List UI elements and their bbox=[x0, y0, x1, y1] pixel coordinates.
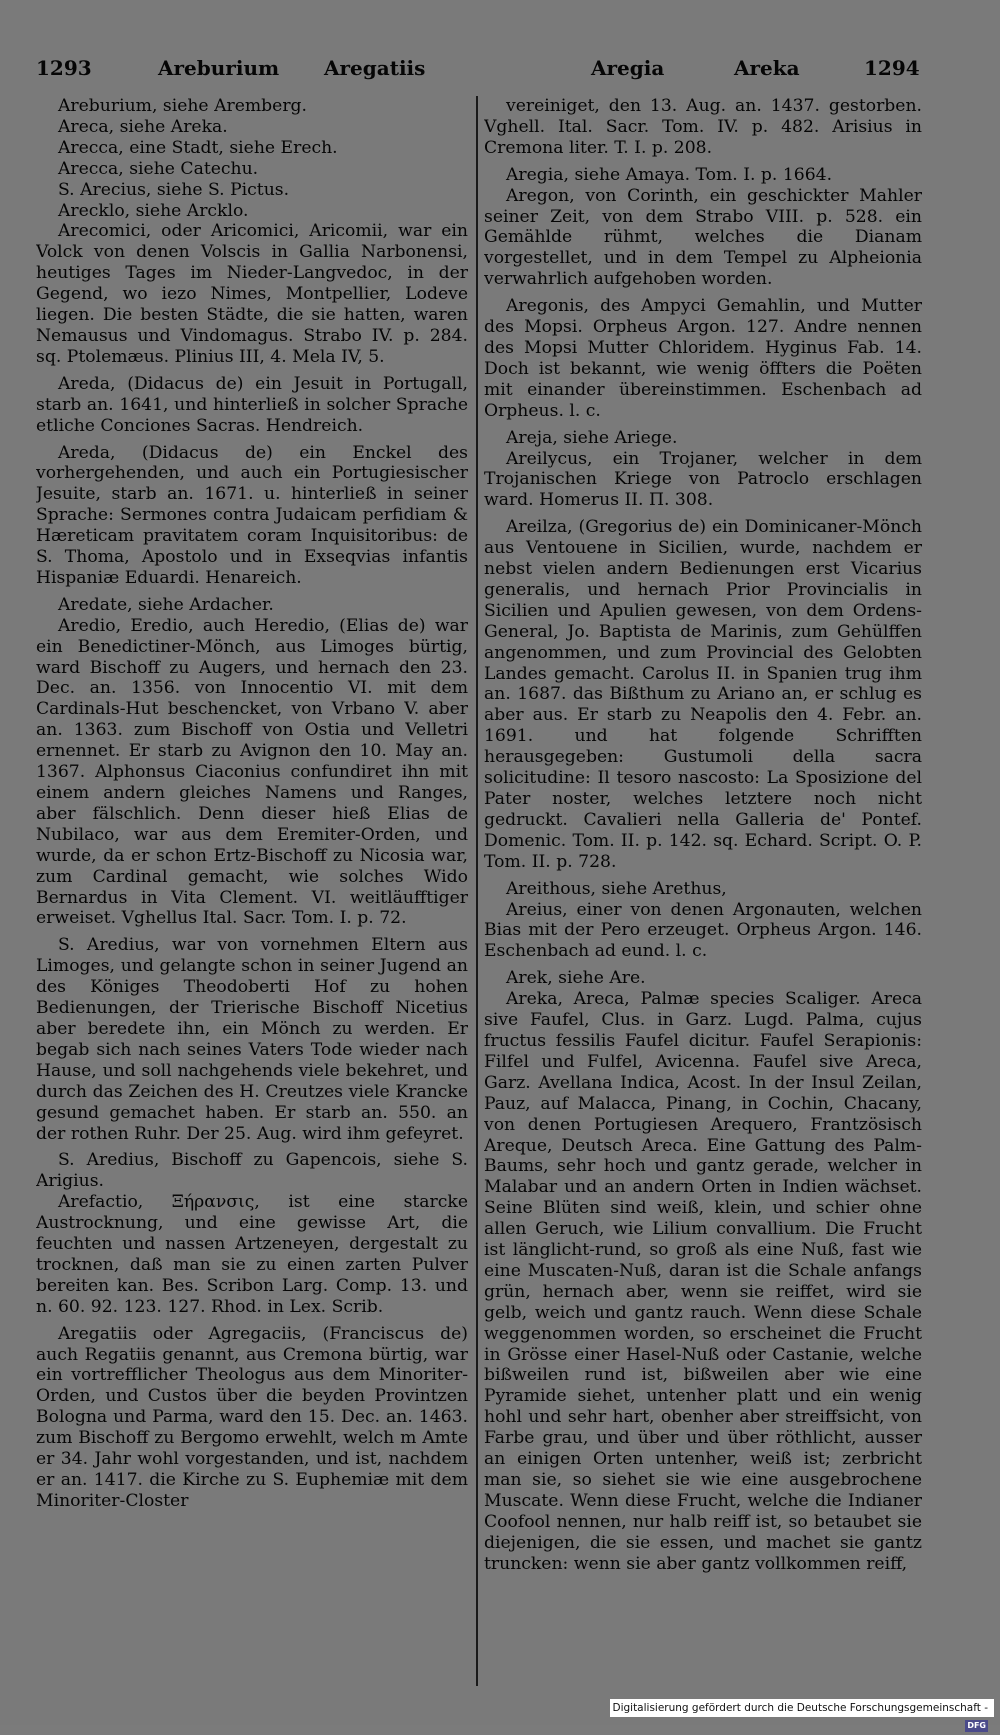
left-running-head-1: Areburium bbox=[158, 56, 280, 80]
column-divider bbox=[476, 96, 478, 1686]
dictionary-entry: S. Arecius, siehe S. Pictus. bbox=[58, 179, 290, 200]
page-number-right: 1294 bbox=[864, 56, 920, 80]
dictionary-entry: S. Aredius, Bischoff zu Gapencois, siehe S. Arigius. bbox=[36, 1150, 468, 1192]
dictionary-entry: Arefactio, Ξήρανσις, ist eine starcke Austrocknung, und eine gewisse Art, die feuchten und nassen Artzeneyen, dergestalt zu trocknen, daß man sie zu einen zarten Pulver bereiten kan. Bes. Scribon Larg. Comp. 13. und n. 60. 92. 123. 127. Rhod. in Lex. Scrib. bbox=[36, 1192, 468, 1317]
dictionary-entry: Arek, siehe Are. bbox=[506, 968, 646, 989]
dictionary-entry: Aredate, siehe Ardacher. bbox=[58, 594, 274, 615]
dictionary-entry: Areca, siehe Areka. bbox=[58, 116, 228, 137]
dictionary-entry: Aregon, von Corinth, ein geschickter Mahler seiner Zeit, von dem Strabo VIII. p. 528. ein Gemählde rühmt, welches die Dianam vorgestellet, und in dem Tempel zu Alpheionia verwahrlich aufgehoben worden. bbox=[484, 185, 922, 290]
dictionary-entry: Areilza, (Gregorius de) ein Dominicaner-Mönch aus Ventouene in Sicilien, wurde, nachdem er nebst vielen andern Bedienungen erst Vicarius generalis, und hernach Prior Provincialis in Sicilien und Apulien gewesen, von dem Ordens-General, Jo. Baptista de Marinis, zum Gehülffen angenommen, und zum Provincial des Gelobten Landes gemacht. Carolus II. in Spanien trug ihm an. 1687. das Bißthum zu Ariano an, er schlug es aber aus. Er starb zu Neapolis den 4. Febr. an. 1691. und hat folgende Schrifften herausgegeben: Gustumoli della sacra solicitudine: Il tesoro nascosto: La Sposizione del Pater noster, welches letztere noch nicht gedruckt. Cavalieri nella Galleria de' Pontef. Domenic. Tom. II. p. 142. sq. Echard. Script. O. P. Tom. II. p. 728. bbox=[484, 517, 922, 872]
dictionary-entry: S. Aredius, war von vornehmen Eltern aus Limoges, und gelangte schon in seiner Jugend an des Königes Theodoberti Hof zu hohen Bedienungen, der Trierische Bischoff Nicetius aber beredete ihn, ein Mönch zu werden. Er begab sich nach seines Vaters Tode wieder nach Hause, und soll nachgehends viele bekehret, und durch das Zeichen des H. Creutzes viele Krancke gesund gemachet haben. Er starb an. 550. an der rothen Ruhr. Der 25. Aug. wird ihm gefeyret. bbox=[36, 935, 468, 1144]
dictionary-entry: Arecklo, siehe Arcklo. bbox=[58, 200, 249, 221]
dictionary-entry: Arecca, eine Stadt, siehe Erech. bbox=[58, 137, 338, 158]
dictionary-entry: Areda, (Didacus de) ein Enckel des vorhergehenden, und auch ein Portugiesischer Jesuite, starb an. 1671. u. hinterließ in seiner Sprache: Sermones contra Judaicam perfidiam & Hæreticam pravitatem coram Inquisitoribus: de S. Thoma, Apostolo und in Exseqvias infantis Hispaniæ Eduardi. Henareich. bbox=[36, 442, 468, 588]
dictionary-entry: Aregonis, des Ampyci Gemahlin, und Mutter des Mopsi. Orpheus Argon. 127. Andre nennen des Mopsi Mutter Chloridem. Hyginus Fab. 14. Doch ist bekannt, wie wenig öffters die Poëten mit einander übereinstimmen. Eschenbach ad Orpheus. l. c. bbox=[484, 296, 922, 421]
page-number-left: 1293 bbox=[36, 56, 92, 80]
dictionary-entry: Areius, einer von denen Argonauten, welchen Bias mit der Pero erzeuget. Orpheus Argon. 146. Eschenbach ad eund. l. c. bbox=[484, 899, 922, 962]
left-running-head-2: Aregatiis bbox=[324, 56, 426, 80]
dictionary-entry: Areda, (Didacus de) ein Jesuit in Portugall, starb an. 1641, und hinterließ in solcher Sprache etliche Conciones Sacras. Hendreich. bbox=[36, 373, 468, 436]
dictionary-entry: Aredio, Eredio, auch Heredio, (Elias de) war ein Benedictiner-Mönch, aus Limoges bürtig, ward Bischoff zu Augers, und hernach den 23. Dec. an. 1356. von Innocentio VI. mit dem Cardinals-Hut beschencket, von Vrbano V. aber an. 1363. zum Bischoff von Ostia und Velletri ernennet. Er starb zu Avignon den 10. May an. 1367. Alphonsus Ciaconius confundiret ihn mit einem andern gleiches Namens und Ranges, aber fälschlich. Denn dieser hieß Elias de Nubilaco, war aus dem Eremiter-Orden, und wurde, da er schon Ertz-Bischoff zu Nicosia war, zum Cardinal gemacht, wie solches Wido Bernardus in Vita Clement. VI. weitläufftiger erweiset. Vghellus Ital. Sacr. Tom. I. p. 72. bbox=[36, 615, 468, 929]
dfg-logo: DFG bbox=[967, 1721, 986, 1730]
dictionary-entry: Arecomici, oder Aricomici, Aricomii, war ein Volck von denen Volscis in Gallia Narbonensi, heutiges Tages im Nieder-Langvedoc, in der Gegend, wo iezo Nimes, Montpellier, Lodeve liegen. Die besten Städte, die sie hatten, waren Nemausus und Vindomagus. Strabo IV. p. 284. sq. Ptolemæus. Plinius III, 4. Mela IV, 5. bbox=[36, 221, 468, 367]
right-text-column bbox=[484, 96, 922, 1686]
dictionary-entry: Aregatiis oder Agregaciis, (Franciscus de) auch Regatiis genannt, aus Cremona bürtig, war ein vortrefflicher Theologus aus dem Minoriter-Orden, und Custos über die beyden Provintzen Bologna und Parma, ward den 15. Dec. an. 1463. zum Bischoff zu Bergomo erwehlt, welch m Amte er 34. Jahr wohl vorgestanden, und ist, nachdem er an. 1417. die Kirche zu S. Euphemiæ mit dem Minoriter-Closter bbox=[36, 1323, 468, 1511]
dictionary-entry: Areka, Areca, Palmæ species Scaliger. Areca sive Faufel, Clus. in Garz. Lugd. Palma, cujus fructus fessilis Faufel dicitur. Faufel Serapionis: Filfel und Fulfel, Avicenna. Faufel sive Areca, Garz. Avellana Indica, Acost. In der Insul Zeilan, Pauz, auf Malacca, Pinang, in Cochin, Chacany, von denen Portugiesen Arequero, Frantzösisch Areque, Deutsch Areca. Eine Gattung des Palm-Baums, sehr hoch und gantz gerade, welcher in Malabar und an andern Orten in Indien wächset. Seine Blüten sind weiß, klein, und schier ohne allen Geruch, wie Lilium convallium. Die Frucht ist länglicht-rund, so groß als eine Nuß, fast wie eine Muscaten-Nuß, daran ist die Schale anfangs grün, hernach aber, wenn sie reiffet, wird sie gelb, weich und gantz rauch. Wenn diese Schale weggenommen worden, so erscheinet die Frucht in Grösse einer Hasel-Nuß oder Castanie, welche bißweilen rund ist, bißweilen aber wie eine Pyramide siehet, untenher platt und ein wenig hohl und sehr hart, obenher aber streiffsicht, von Farbe grau, und über und über röthlicht, ausser an einigen Orten untenher, weiß ist; zerbricht man sie, so siehet sie wie eine ausgebrochene Muscate. Wenn diese Frucht, welche die Indianer Coofool nennen, nur halb reiff ist, so betaubet sie diejenigen, die sie essen, und machet sie gantz truncken: wenn sie aber gantz vollkommen reiff, bbox=[484, 989, 922, 1574]
dictionary-entry: Areja, siehe Ariege. bbox=[506, 427, 678, 448]
right-running-head-1: Aregia bbox=[591, 56, 665, 80]
left-text-column bbox=[36, 96, 468, 1686]
dictionary-entry: Areburium, siehe Aremberg. bbox=[58, 96, 308, 116]
dictionary-entry: Areilycus, ein Trojaner, welcher in dem Trojanischen Kriege von Patroclo erschlagen ward. Homerus II. Π. 308. bbox=[484, 448, 922, 511]
footer-text: Digitalisierung gefördert durch die Deutsche Forschungsgemeinschaft - bbox=[612, 1702, 988, 1714]
digitization-footer bbox=[610, 1699, 994, 1730]
dictionary-entry: Aregia, siehe Amaya. Tom. I. p. 1664. bbox=[506, 164, 833, 185]
page-header bbox=[36, 56, 926, 88]
right-running-head-2: Areka bbox=[734, 56, 800, 80]
dictionary-entry: Areithous, siehe Arethus, bbox=[506, 878, 727, 899]
dictionary-entry: vereiniget, den 13. Aug. an. 1437. gestorben. Vghell. Ital. Sacr. Tom. IV. p. 482. Arisius in Cremona liter. T. I. p. 208. bbox=[484, 96, 922, 158]
dictionary-entry: Arecca, siehe Catechu. bbox=[58, 158, 259, 179]
